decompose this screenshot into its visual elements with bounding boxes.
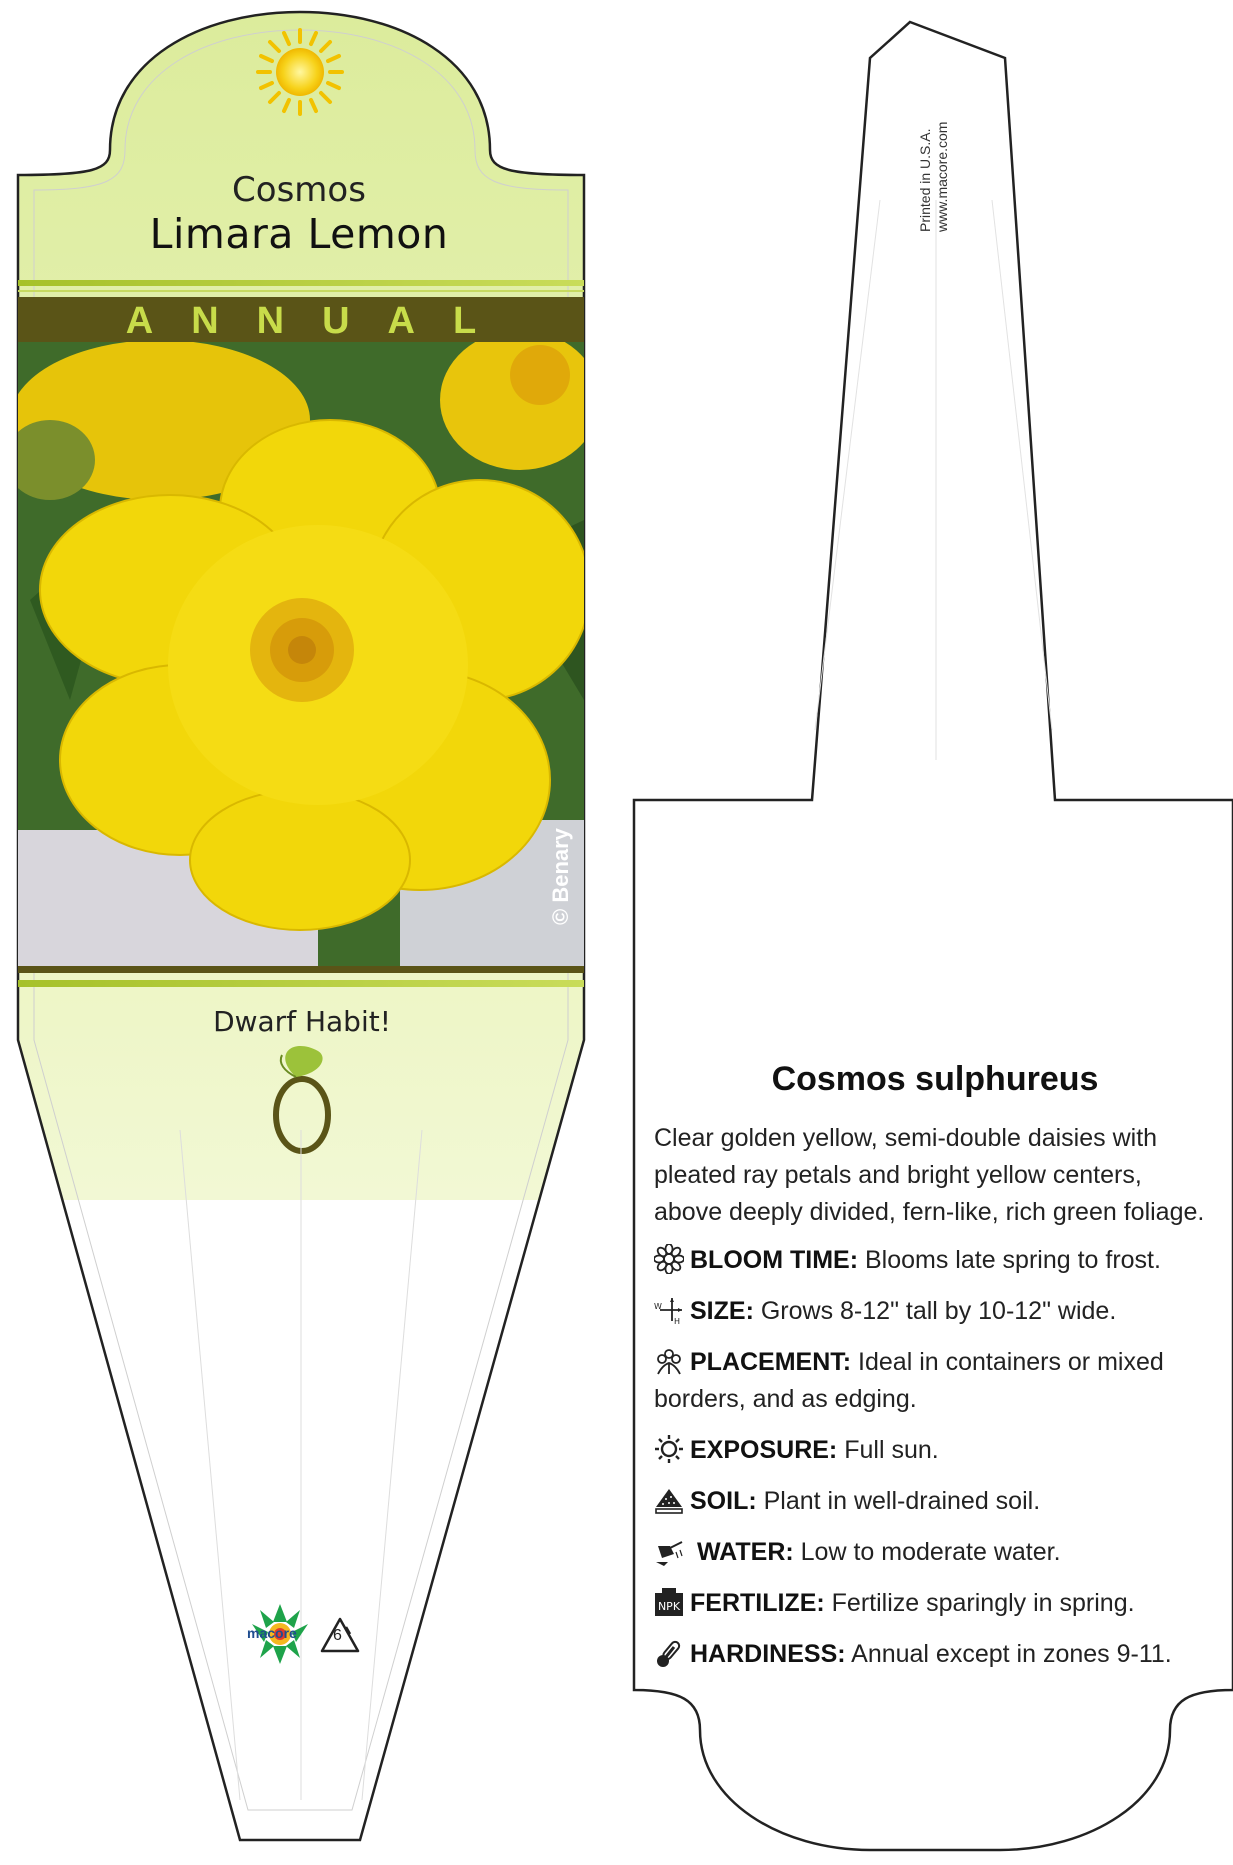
care-text: Grows 8-12" tall by 10-12" wide. [753,1297,1117,1325]
website: www.macore.com [934,121,950,232]
svg-text:H: H [674,1317,681,1325]
care-hardiness [654,1636,1233,1673]
tagline: Dwarf Habit! [213,1005,391,1038]
care-label: PLACEMENT: [690,1348,852,1376]
placement-icon [654,1346,684,1376]
plant-variety: Limara Lemon [149,210,449,258]
care-placement [654,1344,1233,1418]
thermometer-icon [654,1638,684,1668]
care-label: SIZE: [690,1297,754,1325]
soil-icon [654,1485,684,1515]
care-text: Annual except in zones 9-11. [845,1640,1172,1668]
svg-text:NPK: NPK [657,1600,681,1613]
care-water [654,1534,1233,1571]
care-text: Blooms late spring to frost. [858,1246,1161,1274]
sun-icon [258,30,342,114]
printed-country: Printed in U.S.A. [917,128,933,232]
care-label: EXPOSURE: [690,1436,838,1464]
exposure-sun-icon [654,1434,684,1464]
plant-genus: Cosmos [232,170,366,210]
care-size [654,1293,1233,1330]
care-text: Full sun. [837,1436,939,1464]
bloom-icon [654,1244,684,1274]
care-fertilize [654,1585,1233,1622]
scientific-name: Cosmos sulphureus [771,1060,1099,1098]
print-info [917,122,951,232]
photo-credit: © Benary [548,828,573,925]
flower-photo [5,330,600,966]
care-label: WATER: [696,1538,794,1566]
care-label: FERTILIZE: [690,1589,825,1617]
care-text: Plant in well-drained soil. [756,1487,1041,1515]
care-label: HARDINESS: [690,1640,846,1668]
care-exposure [654,1432,1233,1469]
watering-can-icon [654,1536,684,1566]
npk-icon [654,1587,684,1617]
care-text: Low to moderate water. [793,1538,1061,1566]
svg-text:W: W [654,1302,662,1311]
back-tag-outline [634,22,1233,1850]
care-label: SOIL: [690,1487,757,1515]
recycle-code: 6 [333,1627,342,1644]
size-icon [654,1295,684,1325]
plant-description: Clear golden yellow, semi-double daisies with pleated ray petals and bright yellow centers, above deeply divided, fern-like, rich green foliage. [654,1124,1205,1226]
plant-category: ANNUAL [125,300,515,342]
brand-logo-text: macore [247,1625,297,1641]
care-soil [654,1483,1233,1520]
care-text: Ideal in containers or mixed borders, and as edging. [654,1348,1164,1413]
care-text: Fertilize sparingly in spring. [824,1589,1135,1617]
care-label: BLOOM TIME: [690,1246,859,1274]
care-bloom-time [654,1242,1233,1279]
